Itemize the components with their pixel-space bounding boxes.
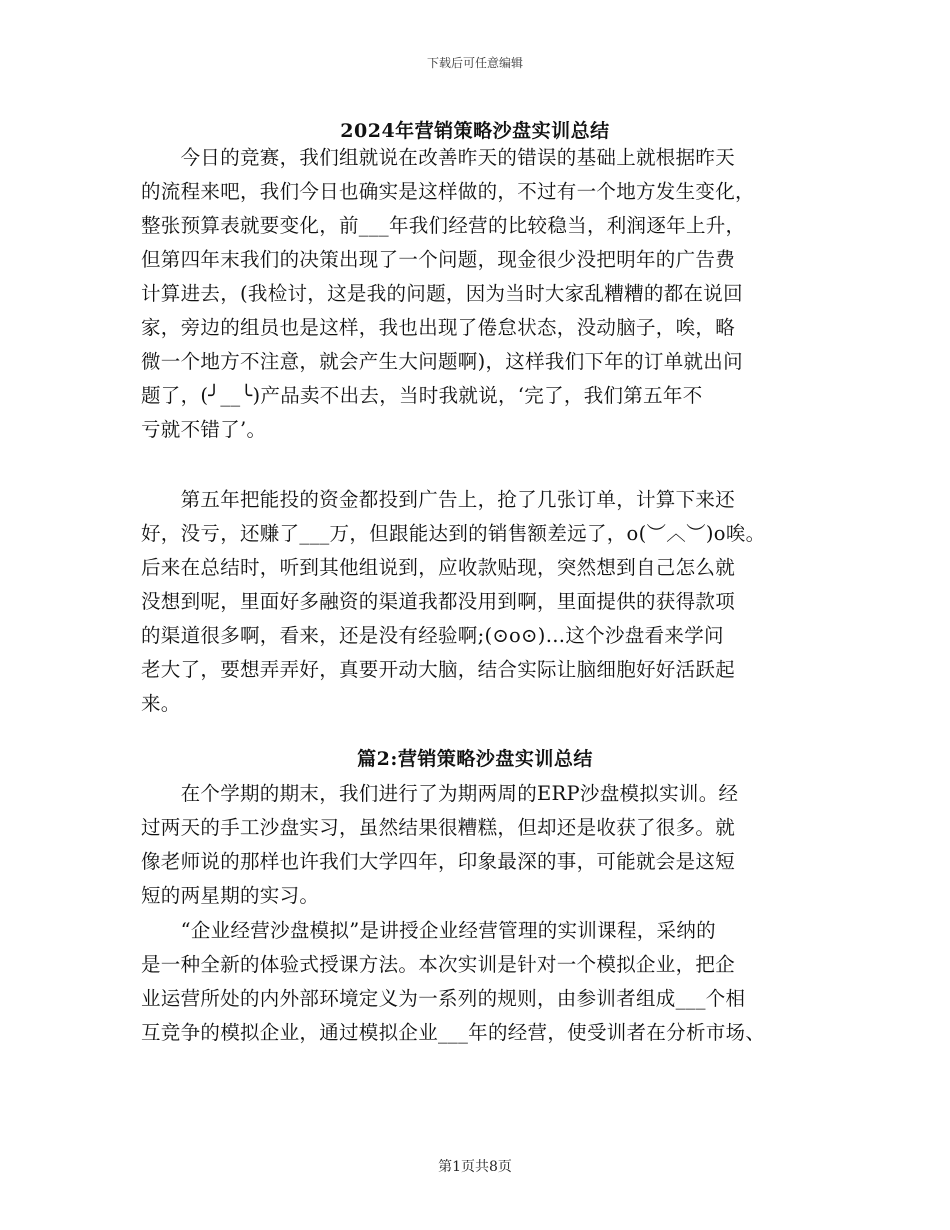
text-line: 微一个地方不注意，就会产生大问题啊)，这样我们下年的订单就出问 <box>141 350 743 373</box>
text-line: 互竞争的模拟企业，通过模拟企业___年的经营，使受训者在分析市场、 <box>141 1021 766 1044</box>
text-line: 亏就不错了’。 <box>141 418 267 441</box>
text-line: 像老师说的那样也许我们大学四年，印象最深的事，可能就会是这短 <box>141 850 736 873</box>
text-line: 今日的竞赛，我们组就说在改善昨天的错误的基础上就根据昨天 <box>141 146 736 169</box>
text-line: 好，没亏，还赚了___万，但跟能达到的销售额差远了，o(︶︿︶)o唉。 <box>141 522 766 545</box>
section-title: 篇2:营销策略沙盘实训总结 <box>357 748 593 770</box>
paragraph-2 <box>141 483 821 721</box>
page-header-note: 下载后可任意编辑 <box>426 56 523 70</box>
text-line: 没想到呢，里面好多融资的渠道我都没用到啊，里面提供的获得款项 <box>141 590 736 613</box>
text-line: 来。 <box>141 692 181 715</box>
text-line: 整张预算表就要变化，前___年我们经营的比较稳当，利润逐年上升， <box>141 214 746 237</box>
text-line: 家，旁边的组员也是这样，我也出现了倦怠状态，没动脑子，唉，略 <box>141 316 736 339</box>
paragraph-1 <box>141 141 821 447</box>
text-line: 是一种全新的体验式授课方法。本次实训是针对一个模拟企业，把企 <box>141 953 736 976</box>
text-line: 题了，(╯__╰)产品卖不出去，当时我就说，‘完了，我们第五年不 <box>141 384 703 407</box>
paragraph-3 <box>141 777 821 913</box>
text-line: 计算进去，(我检讨，这是我的问题，因为当时大家乱糟糟的都在说回 <box>141 282 743 305</box>
text-line: 老大了，要想弄弄好，真要开动大脑，结合实际让脑细胞好好活跃起 <box>141 658 736 681</box>
text-line: “企业经营沙盘模拟”是讲授企业经营管理的实训课程，采纳的 <box>141 919 716 942</box>
text-line: 后来在总结时，听到其他组说到，应收款贴现，突然想到自己怎么就 <box>141 556 736 579</box>
text-line: 第五年把能投的资金都投到广告上，抢了几张订单，计算下来还 <box>141 488 736 511</box>
text-line: 的流程来吧，我们今日也确实是这样做的，不过有一个地方发生变化， <box>141 180 755 203</box>
paragraph-4 <box>141 914 821 1050</box>
text-line: 过两天的手工沙盘实习，虽然结果很糟糕，但却还是收获了很多。就 <box>141 816 736 839</box>
text-line: 业运营所处的内外部环境定义为一系列的规则，由参训者组成___个相 <box>141 987 746 1010</box>
text-line: 的渠道很多啊，看来，还是没有经验啊;(⊙o⊙)…这个沙盘看来学问 <box>141 624 724 647</box>
document-title: 2024年营销策略沙盘实训总结 <box>340 120 610 142</box>
text-line: 在个学期的期末，我们进行了为期两周的ERP沙盘模拟实训。经 <box>141 782 739 805</box>
text-line: 但第四年末我们的决策出现了一个问题，现金很少没把明年的广告费 <box>141 248 736 271</box>
text-line: 短的两星期的实习。 <box>141 884 320 907</box>
page-number-footer: 第1页共8页 <box>438 1159 512 1175</box>
